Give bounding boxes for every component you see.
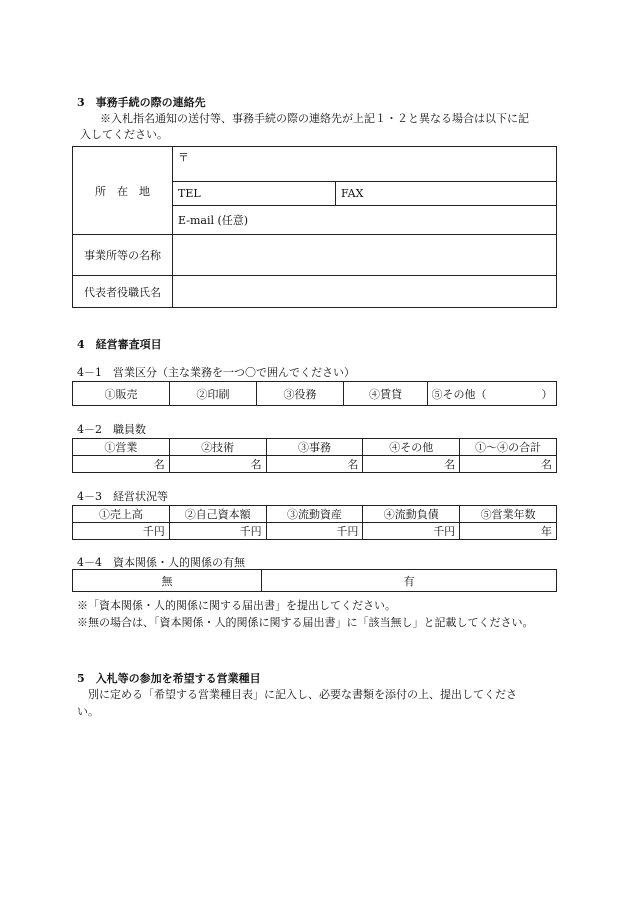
staff-count-sales[interactable]: 名	[73, 456, 170, 473]
section-5-title: 5 入札等の参加を希望する営業種目	[77, 672, 261, 685]
capital-note-2: ※無の場合は、「資本関係・人的関係に関する届出書」に「該当無し」と記載してください。	[77, 616, 534, 629]
status-header-current-assets: ③流動資産	[266, 506, 363, 523]
status-header-current-liabilities: ④流動負債	[363, 506, 460, 523]
status-value-current-liabilities[interactable]: 千円	[363, 523, 460, 540]
status-value-current-assets[interactable]: 千円	[266, 523, 363, 540]
staff-count-technical[interactable]: 名	[169, 456, 266, 473]
contact-table	[72, 146, 557, 308]
staff-count-office[interactable]: 名	[266, 456, 363, 473]
fax-field[interactable]: FAX	[336, 182, 557, 206]
section-3-note-line2: 入してください。	[80, 128, 168, 141]
category-option-services[interactable]: ③役務	[257, 382, 344, 406]
business-category-table	[72, 381, 557, 406]
section-3-note-line1: ※入札指名通知の送付等、事務手続の際の連絡先が上記１・２と異なる場合は以下に記	[100, 112, 529, 125]
status-header-years: ⑤営業年数	[460, 506, 557, 523]
representative-label: 代表者役職氏名	[73, 276, 173, 308]
postal-code-field[interactable]	[173, 147, 557, 182]
staff-header-office: ③事務	[266, 439, 363, 456]
office-name-field[interactable]	[173, 235, 557, 276]
office-name-label: 事業所等の名称	[73, 235, 173, 276]
capital-relation-table	[72, 569, 557, 592]
section-3-title: 3 事務手続の際の連絡先	[77, 96, 206, 109]
status-value-equity[interactable]: 千円	[169, 523, 266, 540]
postal-mark: 〒	[178, 151, 189, 164]
section-4-title: 4 経営審査項目	[77, 338, 162, 351]
staff-header-total: ①～④の合計	[460, 439, 557, 456]
staff-table	[72, 438, 557, 473]
location-label: 所 在 地	[73, 147, 173, 235]
staff-count-other[interactable]: 名	[363, 456, 460, 473]
status-value-sales[interactable]: 千円	[73, 523, 170, 540]
category-option-printing[interactable]: ②印刷	[170, 382, 257, 406]
email-field[interactable]: E-mail (任意)	[173, 206, 557, 235]
business-status-table	[72, 505, 557, 540]
representative-field[interactable]	[173, 276, 557, 308]
staff-header-other: ④その他	[363, 439, 460, 456]
category-option-other[interactable]: ⑤その他（ ）	[428, 382, 557, 406]
staff-header-sales: ①営業	[73, 439, 170, 456]
status-header-equity: ②自己資本額	[169, 506, 266, 523]
status-value-years[interactable]: 年	[460, 523, 557, 540]
capital-relation-none[interactable]: 無	[73, 570, 262, 592]
capital-relation-yes[interactable]: 有	[262, 570, 557, 592]
section-5-body-line2: い。	[77, 705, 99, 718]
staff-count-total[interactable]: 名	[460, 456, 557, 473]
section-4-4-title: 4－4 資本関係・人的関係の有無	[77, 556, 245, 569]
status-header-sales: ①売上高	[73, 506, 170, 523]
tel-field[interactable]: TEL	[173, 182, 336, 206]
section-4-3-title: 4－3 経営状況等	[77, 490, 168, 503]
section-5-body-line1: 別に定める「希望する営業種目表」に記入し、必要な書類を添付の上、提出してくださ	[88, 688, 517, 701]
staff-header-technical: ②技術	[169, 439, 266, 456]
section-4-1-title: 4－1 営業区分（主な業務を一つ〇で囲んでください）	[77, 366, 355, 379]
category-option-rental[interactable]: ④賃貸	[344, 382, 428, 406]
capital-note-1: ※「資本関係・人的関係に関する届出書」を提出してください。	[77, 599, 396, 612]
section-4-2-title: 4－2 職員数	[77, 423, 146, 436]
category-option-sales[interactable]: ①販売	[73, 382, 170, 406]
